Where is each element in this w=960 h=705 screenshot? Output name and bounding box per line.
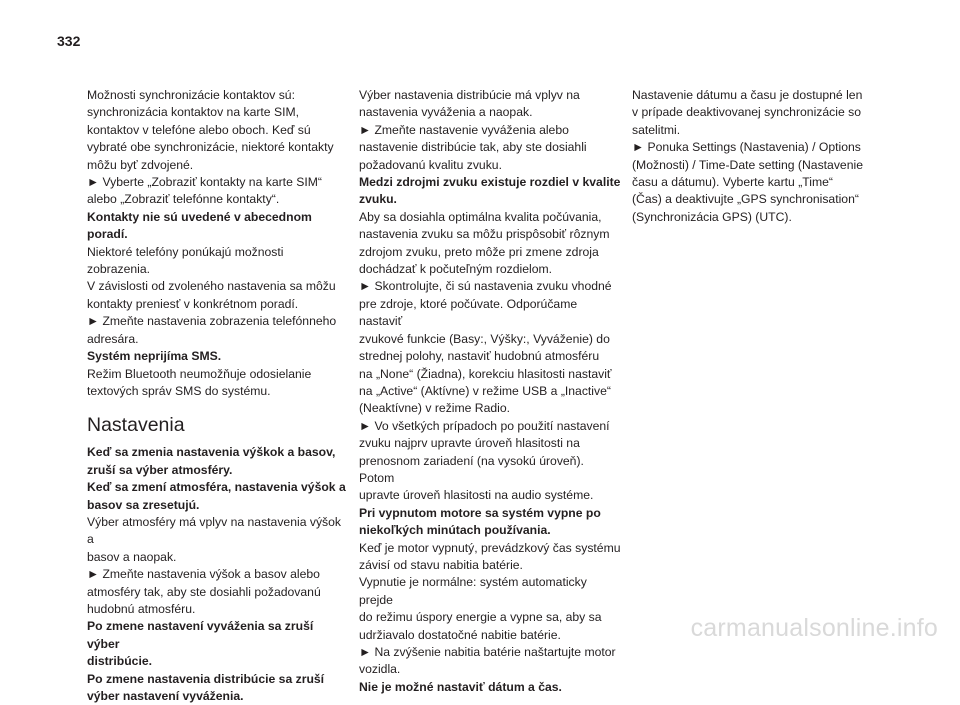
- bold-subheading: Nie je možné nastaviť dátum a čas.: [359, 679, 562, 694]
- paragraph: Výber nastavenia distribúcie má vplyv na nastavenia vyváženia a naopak. ► Zmeňte nastavenie vyváženia alebo nastavenie distribúcie tak, aby ste dosiahli požadovanú kvalitu zvuku.: [359, 88, 587, 172]
- section-heading: Nastavenia: [87, 414, 185, 437]
- column-1: [87, 87, 349, 705]
- column-2: [359, 87, 621, 696]
- paragraph: Aby sa dosiahla optimálna kvalita počúvania, nastavenia zvuku sa môžu prispôsobiť rôznym zdrojom zvuku, preto môže pri zmene zdroja dochádzať k počuteľným rozdielom. ► Skontrolujte, či sú nastavenia zvuku vhodné pre zdroje, ktoré počúvate. Odporúčame nastaviť zvukové funkcie (Basy:, Výšky:, Vyváženie) do strednej polohy, nastaviť hudobnú atmosféru na „None“ (Žiadna), korekciu hlasitosti nastaviť na „Active“ (Aktívne) v režime USB a „Inactive“ (Neaktívne) v režime Radio. ► Vo všetkých prípadoch po použití nastavení zvuku najprv upravte úroveň hlasitosti na prenosnom zariadení (na vysokú úroveň). Potom upravte úroveň hlasitosti na audio systéme.: [359, 209, 612, 503]
- paragraph: Výber atmosféry má vplyv na nastavenia výšok a basov a naopak. ► Zmeňte nastavenia výšok a basov alebo atmosféry tak, aby ste dosiahli požadovanú hudobnú atmosféru.: [87, 514, 342, 616]
- paragraph: Niektoré telefóny ponúkajú možnosti zobrazenia. V závislosti od zvoleného nastavenia sa môžu kontakty preniesť v konkrétnom poradí. ► Zmeňte nastavenia zobrazenia telefónneho adresára.: [87, 244, 337, 346]
- bold-subheading: Medzi zdrojmi zvuku existuje rozdiel v kvalite zvuku.: [359, 175, 621, 207]
- paragraph: Keď je motor vypnutý, prevádzkový čas systému závisí od stavu nabitia batérie. Vypnutie je normálne: systém automaticky prejde do režimu úspory energie a vypne sa, aby sa udržiavalo dostatočné nabitie batérie. ► Na zvýšenie nabitia batérie naštartujte motor vozidla.: [359, 540, 621, 677]
- bold-subheading: Systém neprijíma SMS.: [87, 349, 222, 364]
- paragraph: Možnosti synchronizácie kontaktov sú: synchronizácia kontaktov na karte SIM, kontaktov v telefóne alebo oboch. Keď sú vybraté obe synchronizácie, niektoré kontakty môžu byť zdvojené. ► Vyberte „Zobraziť kontakty na karte SIM“ alebo „Zobraziť telefónne kontakty“.: [87, 88, 334, 207]
- bold-subheading: Pri vypnutom motore sa systém vypne po niekoľkých minútach používania.: [359, 505, 601, 538]
- page-number: 332: [57, 33, 81, 49]
- bold-subheading: Keď sa zmenia nastavenia výškok a basov, zruší sa výber atmosféry. Keď sa zmení atmosféra, nastavenia výšok a basov sa zresetujú.: [87, 445, 346, 512]
- bold-subheading: Kontakty nie sú uvedené v abecednom poradí.: [87, 209, 312, 242]
- paragraph: Nastavenie dátumu a času je dostupné len v prípade deaktivovanej synchronizácie so satelitmi. ► Ponuka Settings (Nastavenia) / Options (Možnosti) / Time-Date setting (Nastavenie času a dátumu). Vyberte kartu „Time“ (Čas) a deaktivujte „GPS synchronisation“ (Synchronizácia GPS) (UTC).: [632, 88, 863, 224]
- bold-subheading: Po zmene nastavení vyváženia sa zruší výber distribúcie. Po zmene nastavenia distribúcie sa zruší výber nastavení vyváženia.: [87, 619, 325, 703]
- watermark: carmanualsonline.info: [690, 614, 938, 642]
- paragraph: Režim Bluetooth neumožňuje odosielanie textových správ SMS do systému.: [87, 366, 312, 398]
- column-3: [632, 87, 867, 226]
